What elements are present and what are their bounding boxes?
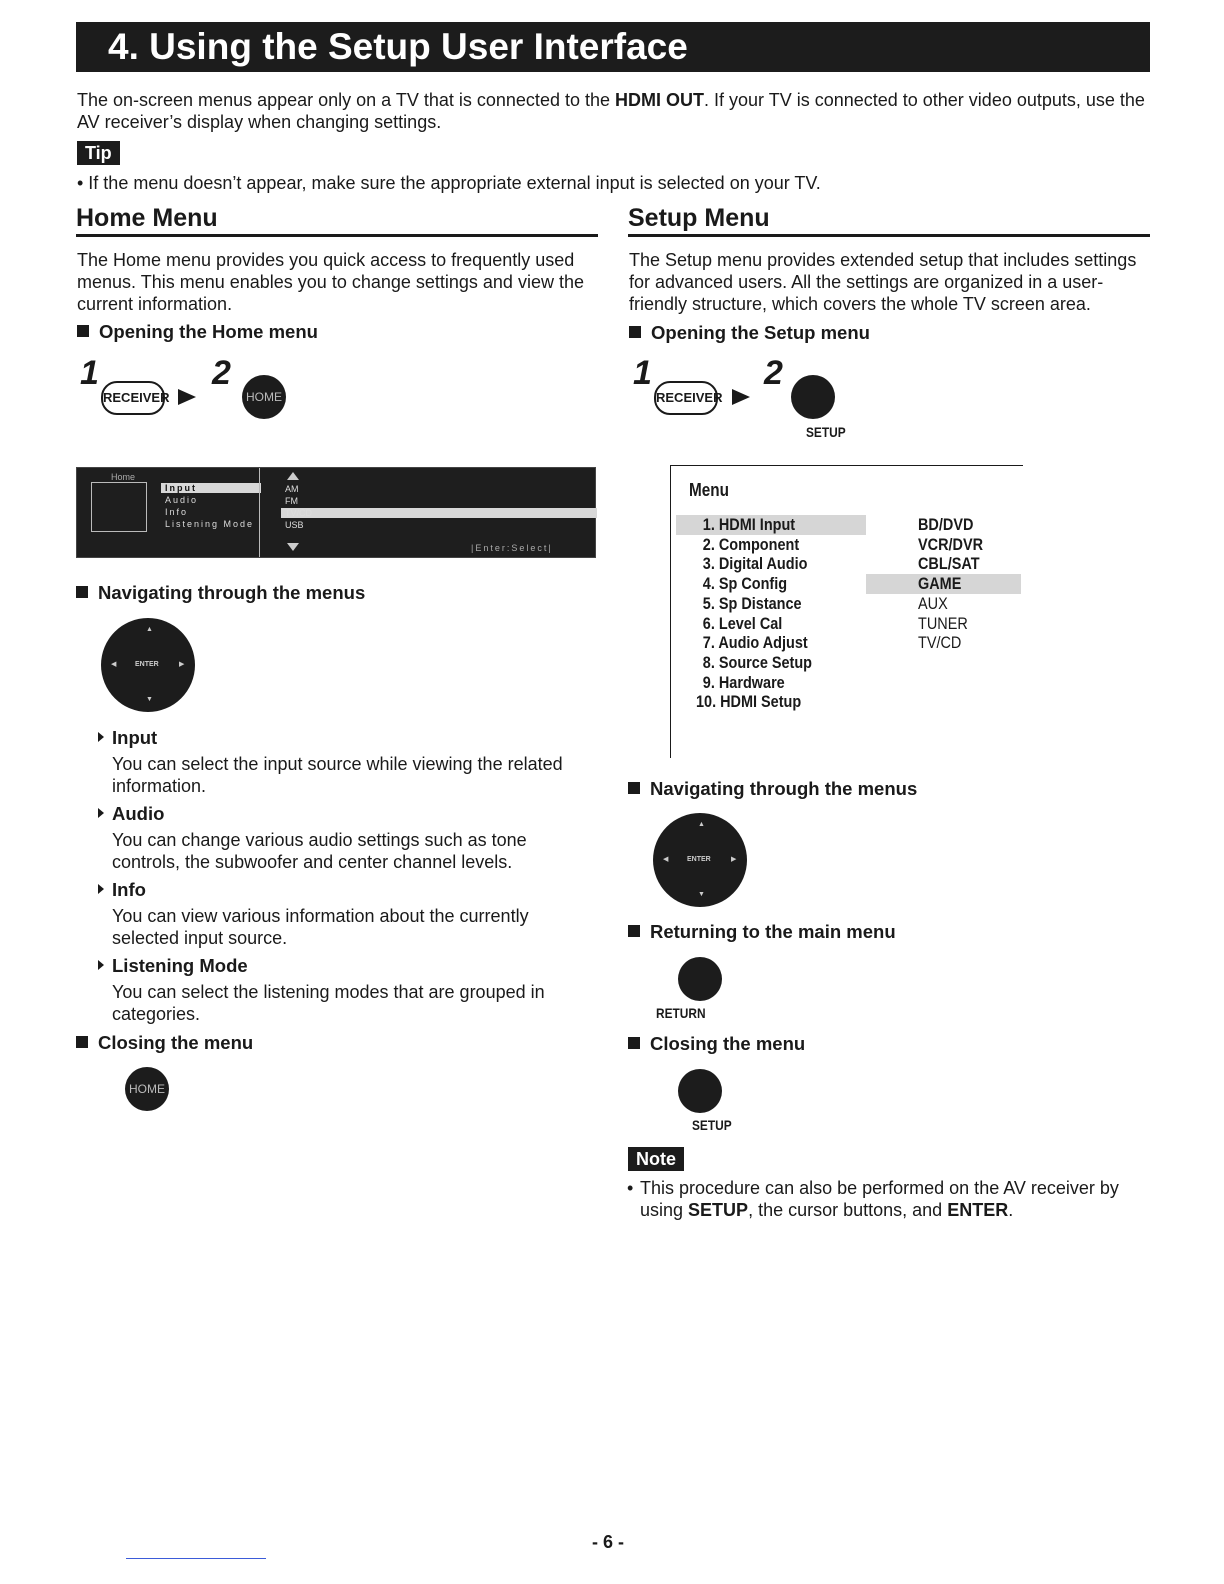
osd-item-audio[interactable]: Audio	[165, 495, 199, 505]
item-input-heading: Input	[98, 726, 157, 750]
setup-receiver-button[interactable]: RECEIVER	[654, 381, 718, 415]
setup-menu-desc: The Setup menu provides extended setup that includes settings for advanced users. All the settings are organized in a user-friendly structure, which covers the whole TV screen area.	[629, 250, 1137, 314]
footer-link-underline	[126, 1558, 266, 1559]
intro-paragraph	[77, 89, 1152, 133]
home-close-heading: Closing the menu	[76, 1031, 253, 1055]
return-button-caption: RETURN	[656, 1005, 706, 1021]
item-input-desc: You can select the input source while viewing the related information.	[112, 754, 563, 796]
menu-item-hdmi-input[interactable]: 1. HDMI Input	[702, 515, 796, 534]
menu-item-audio-adjust[interactable]: 7. Audio Adjust	[702, 633, 808, 653]
item-audio-desc: You can change various audio settings such as tone controls, the subwoofer and center channel levels.	[112, 830, 527, 872]
return-button[interactable]	[678, 957, 722, 1001]
submenu-item-vcr-dvr[interactable]: VCR/DVR	[918, 534, 984, 554]
submenu-item-bd-dvd[interactable]: BD/DVD	[918, 515, 974, 534]
page-title: 4. Using the Setup User Interface	[76, 22, 1150, 72]
arrow-right-icon	[178, 389, 196, 405]
setup-cursor-pad[interactable]	[653, 813, 747, 907]
setup-open-heading: Opening the Setup menu	[629, 321, 870, 345]
tip-text: • If the menu doesn’t appear, make sure the appropriate external input is selected on your TV.	[77, 173, 821, 193]
osd-right-tvcd[interactable]: TV/CD	[281, 508, 597, 518]
menu-item-sp-config[interactable]: 4. Sp Config	[702, 574, 788, 594]
menu-item-hardware[interactable]: 9. Hardware	[702, 672, 785, 692]
item-info-heading: Info	[98, 878, 146, 902]
note-label: Note	[628, 1147, 684, 1171]
cursor-pad[interactable]	[101, 618, 195, 712]
intro-text-2: . If your TV is connected to other video outputs, use the AV receiver’s display when changing settings.	[77, 90, 1145, 132]
setup-enter-label[interactable]: ENTER	[687, 856, 711, 863]
submenu-item-game[interactable]: GAME	[918, 574, 962, 594]
item-listening-heading: Listening Mode	[98, 954, 248, 978]
setup-nav-heading: Navigating through the menus	[628, 777, 917, 801]
submenu-item-tv-cd[interactable]: TV/CD	[918, 633, 962, 653]
step-1-number: 1	[80, 354, 99, 392]
left-arrow-icon[interactable]: ◀	[111, 661, 117, 668]
setup-close-caption: SETUP	[692, 1117, 732, 1133]
submenu-item-cbl-sat[interactable]: CBL/SAT	[918, 554, 980, 574]
intro-bold: HDMI OUT	[615, 90, 704, 110]
home-menu-title: Home Menu	[76, 202, 598, 237]
setup-submenu-list	[918, 515, 983, 653]
note-text: • This procedure can also be performed on the AV receiver by using SETUP, the cursor buttons, and ENTER.	[627, 1178, 1119, 1220]
setup-step-1-number: 1	[633, 354, 652, 392]
home-nav-heading: Navigating through the menus	[76, 581, 365, 605]
menu-item-hdmi-setup[interactable]: 10. HDMI Setup	[696, 692, 802, 712]
setup-menu-title: Setup Menu	[628, 202, 1150, 237]
osd-item-info[interactable]: Info	[165, 507, 189, 517]
right-arrow-icon[interactable]: ▶	[179, 661, 185, 668]
osd-preview-box	[91, 482, 147, 532]
submenu-item-tuner[interactable]: TUNER	[918, 613, 968, 633]
osd-right-fm[interactable]: FM	[285, 496, 298, 506]
setup-left-arrow-icon[interactable]: ◀	[663, 856, 669, 863]
home-button[interactable]: HOME	[242, 375, 286, 419]
osd-title: Home	[111, 472, 136, 482]
home-osd-screen	[76, 467, 596, 558]
osd-item-listening-mode[interactable]: Listening Mode	[165, 519, 255, 529]
menu-item-source-setup[interactable]: 8. Source Setup	[702, 652, 813, 672]
down-arrow-icon[interactable]: ▼	[146, 696, 153, 703]
receiver-button[interactable]: RECEIVER	[101, 381, 165, 415]
submenu-item-aux[interactable]: AUX	[918, 593, 948, 613]
osd-scroll-down-icon[interactable]	[287, 543, 299, 551]
menu-item-digital-audio[interactable]: 3. Digital Audio	[702, 554, 808, 574]
step-2-number: 2	[212, 354, 231, 392]
home-menu-desc: The Home menu provides you quick access to frequently used menus. This menu enables you to change settings and view the current information.	[77, 250, 584, 314]
osd-hint: |Enter:Select|	[471, 543, 553, 553]
osd-divider	[259, 468, 260, 557]
setup-down-arrow-icon[interactable]: ▼	[698, 891, 705, 898]
osd-right-usb[interactable]: USB	[285, 520, 304, 530]
setup-close-button[interactable]	[678, 1069, 722, 1113]
setup-button-caption: SETUP	[806, 424, 846, 440]
home-close-button[interactable]: HOME	[125, 1067, 169, 1111]
setup-arrow-right-icon	[732, 389, 750, 405]
setup-close-heading: Closing the menu	[628, 1032, 805, 1056]
enter-label[interactable]: ENTER	[135, 661, 159, 668]
return-heading: Returning to the main menu	[628, 920, 896, 944]
osd-scroll-up-icon[interactable]	[287, 472, 299, 480]
menu-item-component[interactable]: 2. Component	[702, 534, 800, 554]
menu-item-level-cal[interactable]: 6. Level Cal	[702, 613, 783, 633]
osd-item-input[interactable]: Input	[161, 483, 261, 493]
home-open-heading: Opening the Home menu	[77, 320, 318, 344]
setup-menu-list	[696, 515, 812, 712]
page-number: - 6 -	[592, 1532, 625, 1552]
setup-button[interactable]	[791, 375, 835, 419]
setup-up-arrow-icon[interactable]: ▲	[698, 821, 705, 828]
osd-right-am[interactable]: AM	[285, 484, 299, 494]
item-listening-desc: You can select the listening modes that are grouped in categories.	[112, 982, 545, 1024]
setup-right-arrow-icon[interactable]: ▶	[731, 856, 737, 863]
intro-text-1: The on-screen menus appear only on a TV that is connected to the	[77, 90, 615, 110]
up-arrow-icon[interactable]: ▲	[146, 626, 153, 633]
tip-label: Tip	[77, 141, 120, 165]
setup-step-2-number: 2	[764, 354, 783, 392]
item-audio-heading: Audio	[98, 802, 164, 826]
item-info-desc: You can view various information about the currently selected input source.	[112, 906, 529, 948]
menu-item-sp-distance[interactable]: 5. Sp Distance	[702, 593, 802, 613]
setup-menu-heading: Menu	[689, 480, 729, 500]
